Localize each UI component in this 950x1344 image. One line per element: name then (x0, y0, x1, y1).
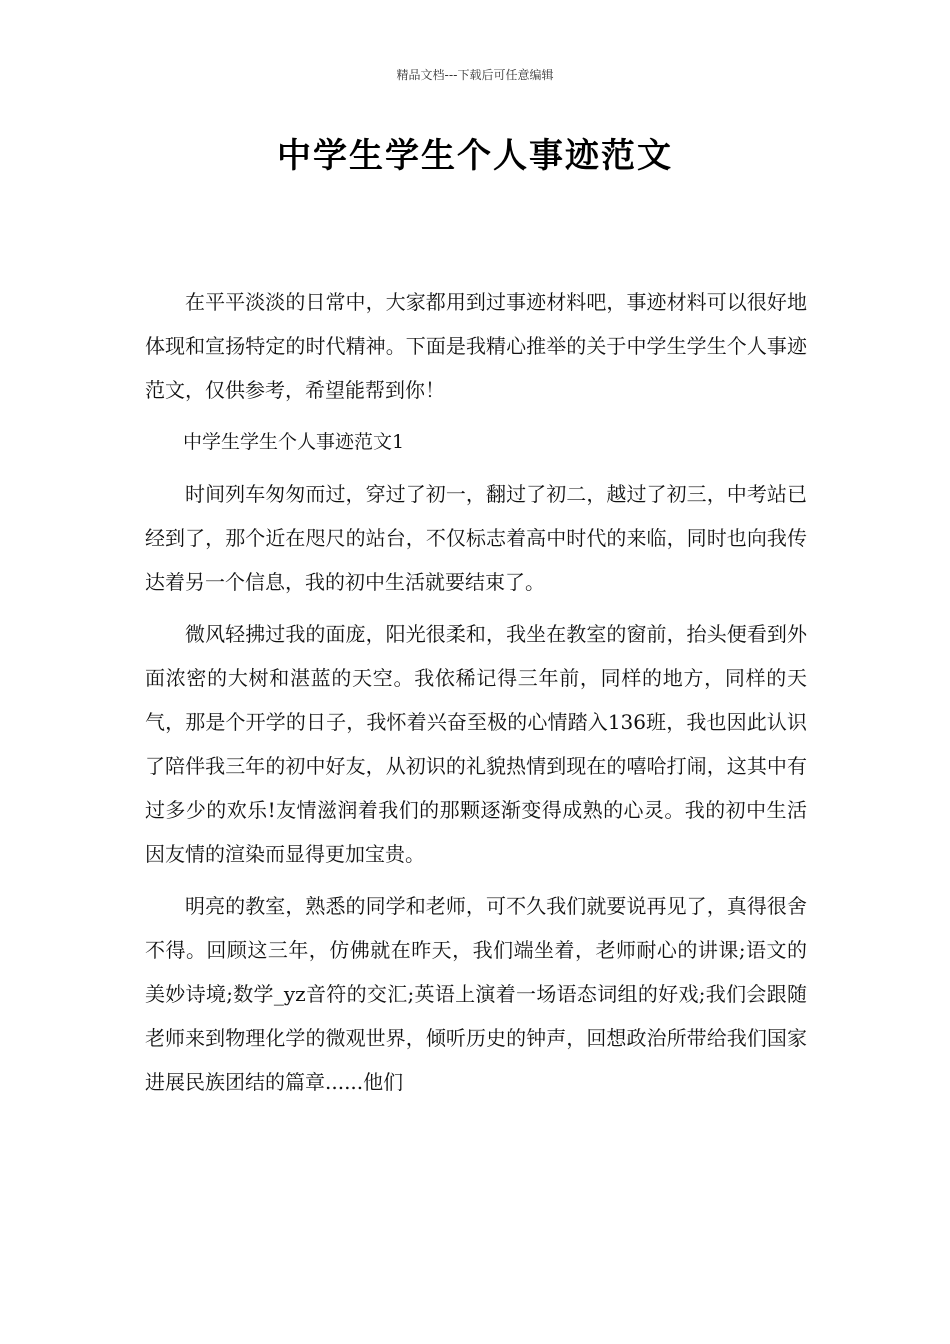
document-body (145, 280, 807, 1112)
document-title: 中学生学生个人事迹范文 (277, 136, 673, 176)
intro-paragraph: 在平平淡淡的日常中，大家都用到过事迹材料吧，事迹材料可以很好地体现和宣扬特定的时代精神。下面是我精心推举的关于中学生学生个人事迹范文，仅供参考，希望能帮到你！ (145, 290, 807, 402)
body-paragraph: 明亮的教室，熟悉的同学和老师，可不久我们就要说再见了，真得很舍不得。回顾这三年，仿佛就在昨天，我们端坐着，老师耐心的讲课;语文的美妙诗境;数学_yz音符的交汇;英语上演着一场语态词组的好戏;我们会跟随老师来到物理化学的微观世界，倾听历史的钟声，回想政治所带给我们国家进展民族团结的篇章......他们 (145, 894, 807, 1094)
header-note: 精品文档---下载后可任意编辑 (396, 68, 554, 82)
body-paragraph: 微风轻拂过我的面庞，阳光很柔和，我坐在教室的窗前，抬头便看到外面浓密的大树和湛蓝的天空。我依稀记得三年前，同样的地方，同样的天气，那是个开学的日子，我怀着兴奋至极的心情踏入136班，我也因此认识了陪伴我三年的初中好友，从初识的礼貌热情到现在的嘻哈打闹，这其中有过多少的欢乐!友情滋润着我们的那颗逐渐变得成熟的心灵。我的初中生活因友情的渲染而显得更加宝贵。 (145, 622, 807, 866)
body-paragraph: 时间列车匆匆而过，穿过了初一，翻过了初二，越过了初三，中考站已经到了，那个近在咫尺的站台，不仅标志着高中时代的来临，同时也向我传达着另一个信息，我的初中生活就要结束了。 (145, 482, 807, 594)
section-heading: 中学生学生个人事迹范文1 (183, 431, 405, 453)
